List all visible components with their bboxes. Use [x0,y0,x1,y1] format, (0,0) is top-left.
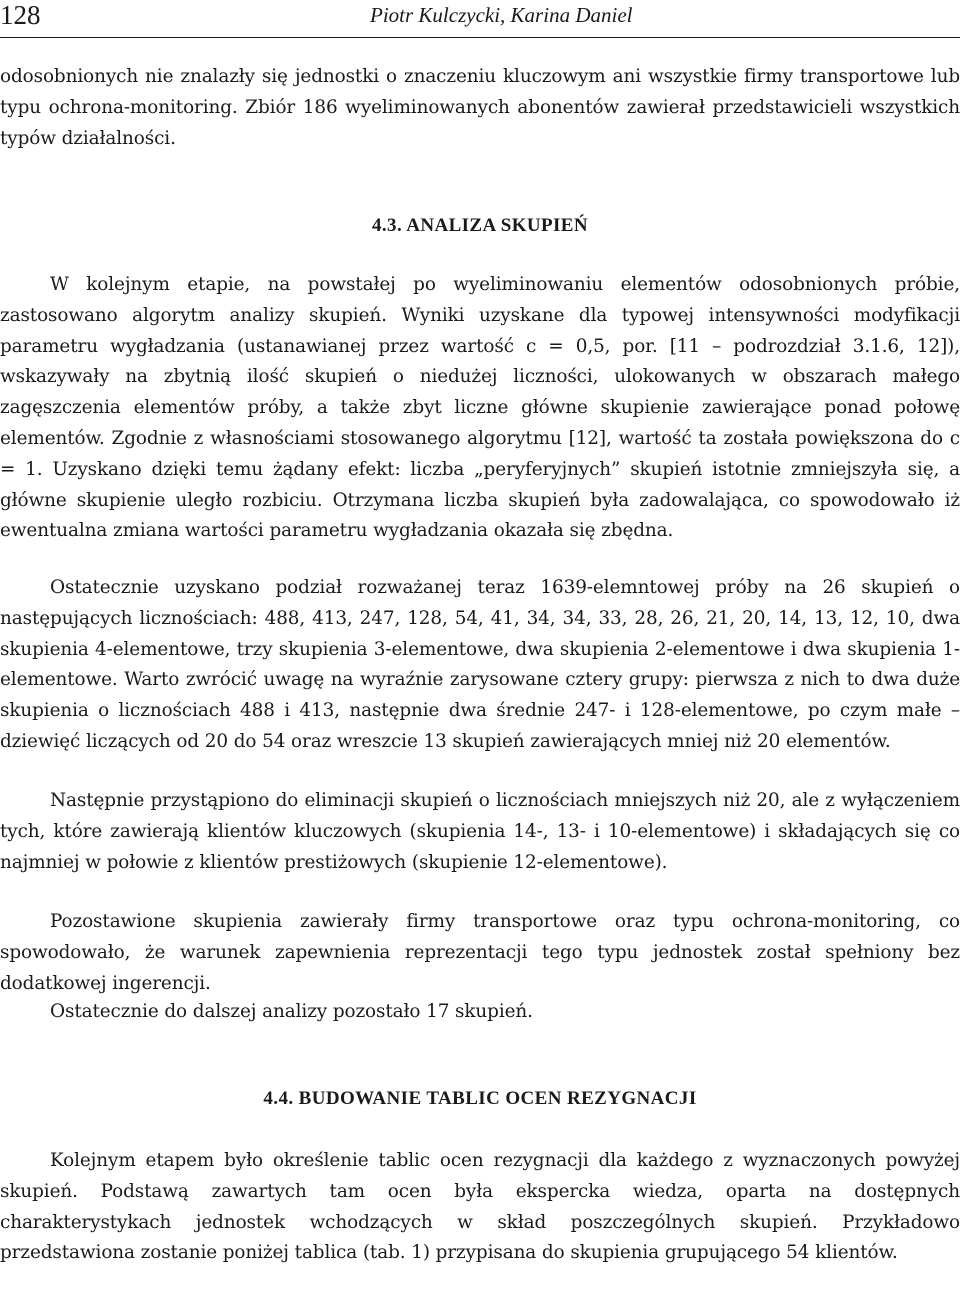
section-heading-4-4: 4.4. BUDOWANIE TABLIC OCEN REZYGNACJI [263,1088,697,1109]
paragraph-2: W kolejnym etapie, na powstałej po wyeliminowaniu elementów odosobnionych próbie, zastosowano algorytm analizy skupień. Wyniki uzyskane dla typowej intensywności modyfikacji parametru wygładzania (ustanawianej przez wartość c = 0,5, por. [11 – podrozdział 3.1.6, 12]), wskazywały na zbytnią ilość skupień o niedużej liczności, ulokowanych w obszarach małego zagęszczenia elementów próby, a także zbyt liczne główne skupienie zawierające ponad połowę elementów. Zgodnie z własnościami stosowanego algorytmu [12], wartość ta została powiększona do c = 1. Uzyskano dzięki temu żądany efekt: liczba „peryferyjnych” skupień istotnie zmniejszyła się, a główne skupienie uległo rozbiciu. Otrzymana liczba skupień była zadowalająca, co spowodowało iż ewentualna zmiana wartości parametru wygładzania okazała się zbędna. [0,274,960,542]
running-head: Piotr Kulczycki, Karina Daniel [370,3,633,27]
header-rule [0,37,960,38]
paragraph-3: Ostatecznie uzyskano podział rozważanej teraz 1639-elemntowej próby na 26 skupień o następujących licznościach: 488, 413, 247, 128, 54, 41, 34, 34, 33, 28, 26, 21, 20, 14, 13, 12, 10, dwa skupienia 4-elementowe, trzy skupienia 3-elementowe, dwa skupienia 2-elementowe i dwa skupienia 1-elementowe. Warto zwrócić uwagę na wyraźnie zarysowane cztery grupy: pierwsza z nich to dwa duże skupienia o licznościach 488 i 413, następnie dwa średnie 247- i 128-elementowe, po czym małe – dziewięć liczących od 20 do 54 oraz wreszcie 13 skupień zawierających mniej niż 20 elementów. [0,577,960,752]
paragraph-5: Pozostawione skupienia zawierały firmy transportowe oraz typu ochrona-monitoring, co spowodowało, że warunek zapewnienia reprezentacji tego typu jednostek został spełniony bez dodatkowej ingerencji. [0,911,960,994]
page-header [0,0,960,40]
section-heading-4-3: 4.3. ANALIZA SKUPIEŃ [372,215,588,236]
paragraph-4: Następnie przystąpiono do eliminacji skupień o licznościach mniejszych niż 20, ale z wyłączeniem tych, które zawierają klientów kluczowych (skupienia 14-, 13- i 10-elementowe) i składających się co najmniej w połowie z klientów prestiżowych (skupienie 12-elementowe). [0,790,960,873]
paragraph-7: Kolejnym etapem było określenie tablic ocen rezygnacji dla każdego z wyznaczonych powyżej skupień. Podstawą zawartych tam ocen była ekspercka wiedza, oparta na dostępnych charakterystykach jednostek wchodzących w skład poszczególnych skupień. Przykładowo przedstawiona zostanie poniżej tablica (tab. 1) przypisana do skupienia grupującego 54 klientów. [0,1150,960,1264]
paragraph-1: odosobnionych nie znalazły się jednostki o znaczeniu kluczowym ani wszystkie firmy transportowe lub typu ochrona-monitoring. Zbiór 186 wyeliminowanych abonentów zawierał przedstawicieli wszystkich typów działalności. [0,66,960,149]
page-number: 128 [0,0,41,30]
paragraph-6: Ostatecznie do dalszej analizy pozostało 17 skupień. [50,1001,533,1022]
